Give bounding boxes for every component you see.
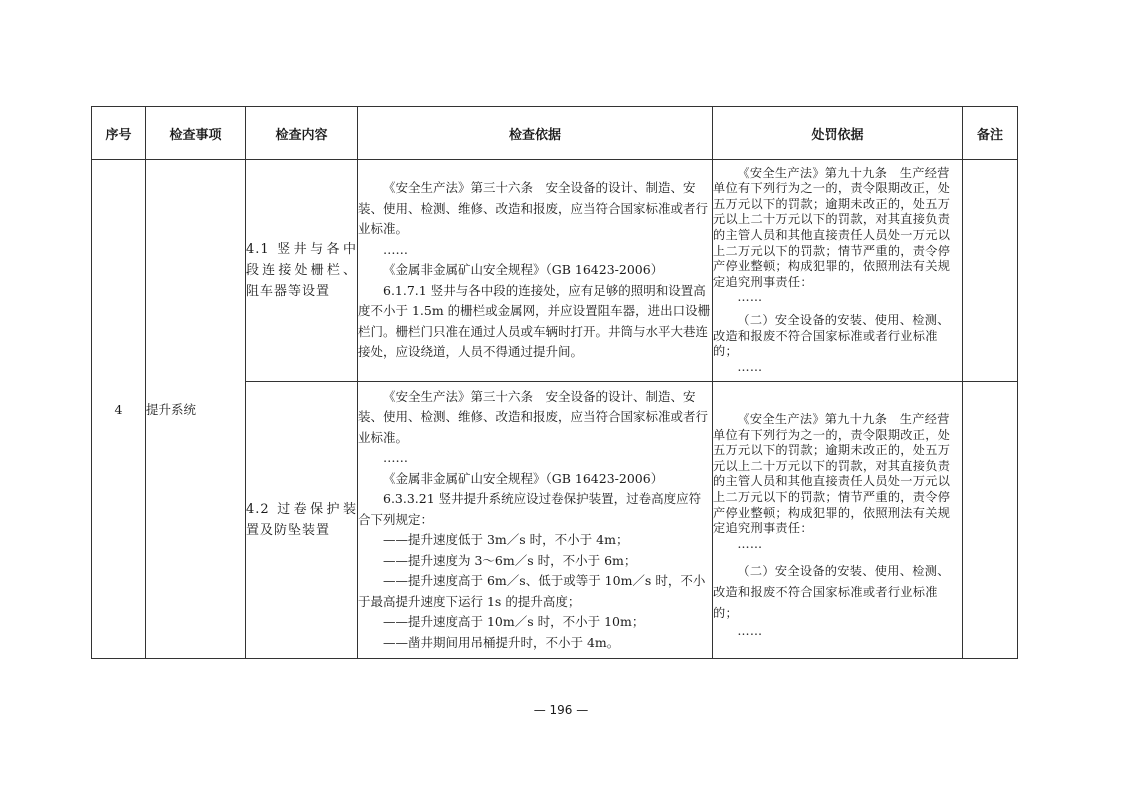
penalty-ellipsis: ……	[737, 536, 763, 551]
basis-list-item: ——提升速度低于 3m／s 时，不小于 4m；	[383, 532, 629, 548]
basis-regulation-title: 《金属非金属矿山安全规程》（GB 16423-2006）	[383, 470, 664, 486]
basis-regulation-title: 《金属非金属矿山安全规程》（GB 16423-2006）	[383, 262, 664, 278]
row-number: 4	[92, 160, 146, 659]
page-number: — 196 —	[533, 703, 589, 717]
basis-list-item: ——提升速度高于 10m／s 时，不小于 10m；	[383, 614, 645, 630]
basis-list-item: ——提升速度高于 6m／s、低于或等于 10m／s 时，不小于最高提升速度下运行 1s 的提升高度；	[358, 573, 706, 609]
penalty-paragraph: 《安全生产法》第九十九条 生产经营单位有下列行为之一的，责令限期改正，处五万元以下的罚款；逾期未改正的，处五万元以上二十万元以下的罚款，对其直接负责的主管人员和其他直接责任人员处一万元以上二万元以下的罚款；情节严重的，责令停产停业整顿；构成犯罪的，依照刑法有关规定追究刑事责任：	[713, 412, 951, 536]
header-penalty: 处罚依据	[713, 107, 963, 160]
penalty-ellipsis: ……	[737, 290, 763, 305]
check-item: 提升系统	[146, 160, 246, 659]
header-content: 检查内容	[246, 107, 358, 160]
header-basis: 检查依据	[358, 107, 713, 160]
basis-paragraph: 6.1.7.1 竖井与各中段的连接处，应有足够的照明和设置高度不小于 1.5m 的栅栏或金属网，并应设置阻车器，进出口设栅栏门。栅栏门只准在通过人员或车辆时打开。井筒与水平大巷连接处，应设绕道，人员不得通过提升间。	[358, 282, 711, 360]
table-header-row	[92, 107, 1018, 160]
header-no: 序号	[92, 107, 146, 160]
basis-list-item: ——凿井期间用吊桶提升时，不小于 4m。	[383, 634, 620, 650]
penalty-paragraph: 《安全生产法》第九十九条 生产经营单位有下列行为之一的，责令限期改正，处五万元以下的罚款；逾期未改正的，处五万元以上二十万元以下的罚款，对其直接负责的主管人员和其他直接责任人员处一万元以上二万元以下的罚款；情节严重的，责令停产停业整顿；构成犯罪的，依照刑法有关规定追究刑事责任：	[713, 165, 951, 289]
basis-paragraph: 《安全生产法》第三十六条 安全设备的设计、制造、安装、使用、检测、维修、改造和报废，应当符合国家标准或者行业标准。	[358, 180, 709, 237]
basis-paragraph: 《安全生产法》第三十六条 安全设备的设计、制造、安装、使用、检测、维修、改造和报废，应当符合国家标准或者行业标准。	[358, 388, 709, 445]
check-basis	[358, 382, 713, 659]
remark-cell	[963, 160, 1018, 382]
header-item: 检查事项	[146, 107, 246, 160]
check-basis	[358, 160, 713, 382]
basis-ellipsis: ……	[383, 241, 408, 257]
basis-ellipsis: ……	[383, 450, 408, 466]
check-content: 4.1 竖井与各中段连接处栅栏、阻车器等设置	[246, 160, 358, 382]
penalty-ellipsis: ……	[737, 359, 763, 374]
header-remark: 备注	[963, 107, 1018, 160]
basis-list-item: ——提升速度为 3～6m／s 时，不小于 6m；	[383, 552, 637, 568]
table-row	[92, 160, 1018, 382]
penalty-paragraph: （二）安全设备的安装、使用、检测、改造和报废不符合国家标准或者行业标准的；	[713, 564, 950, 621]
inspection-table	[91, 106, 1018, 659]
penalty-ellipsis: ……	[737, 624, 763, 639]
remark-cell	[963, 382, 1018, 659]
penalty-basis	[713, 160, 963, 382]
check-content: 4.2 过卷保护装置及防坠装置	[246, 382, 358, 659]
basis-paragraph: 6.3.3.21 竖井提升系统应设过卷保护装置，过卷高度应符合下列规定：	[358, 491, 702, 527]
penalty-basis	[713, 382, 963, 659]
penalty-paragraph: （二）安全设备的安装、使用、检测、改造和报废不符合国家标准或者行业标准的；	[713, 312, 950, 359]
